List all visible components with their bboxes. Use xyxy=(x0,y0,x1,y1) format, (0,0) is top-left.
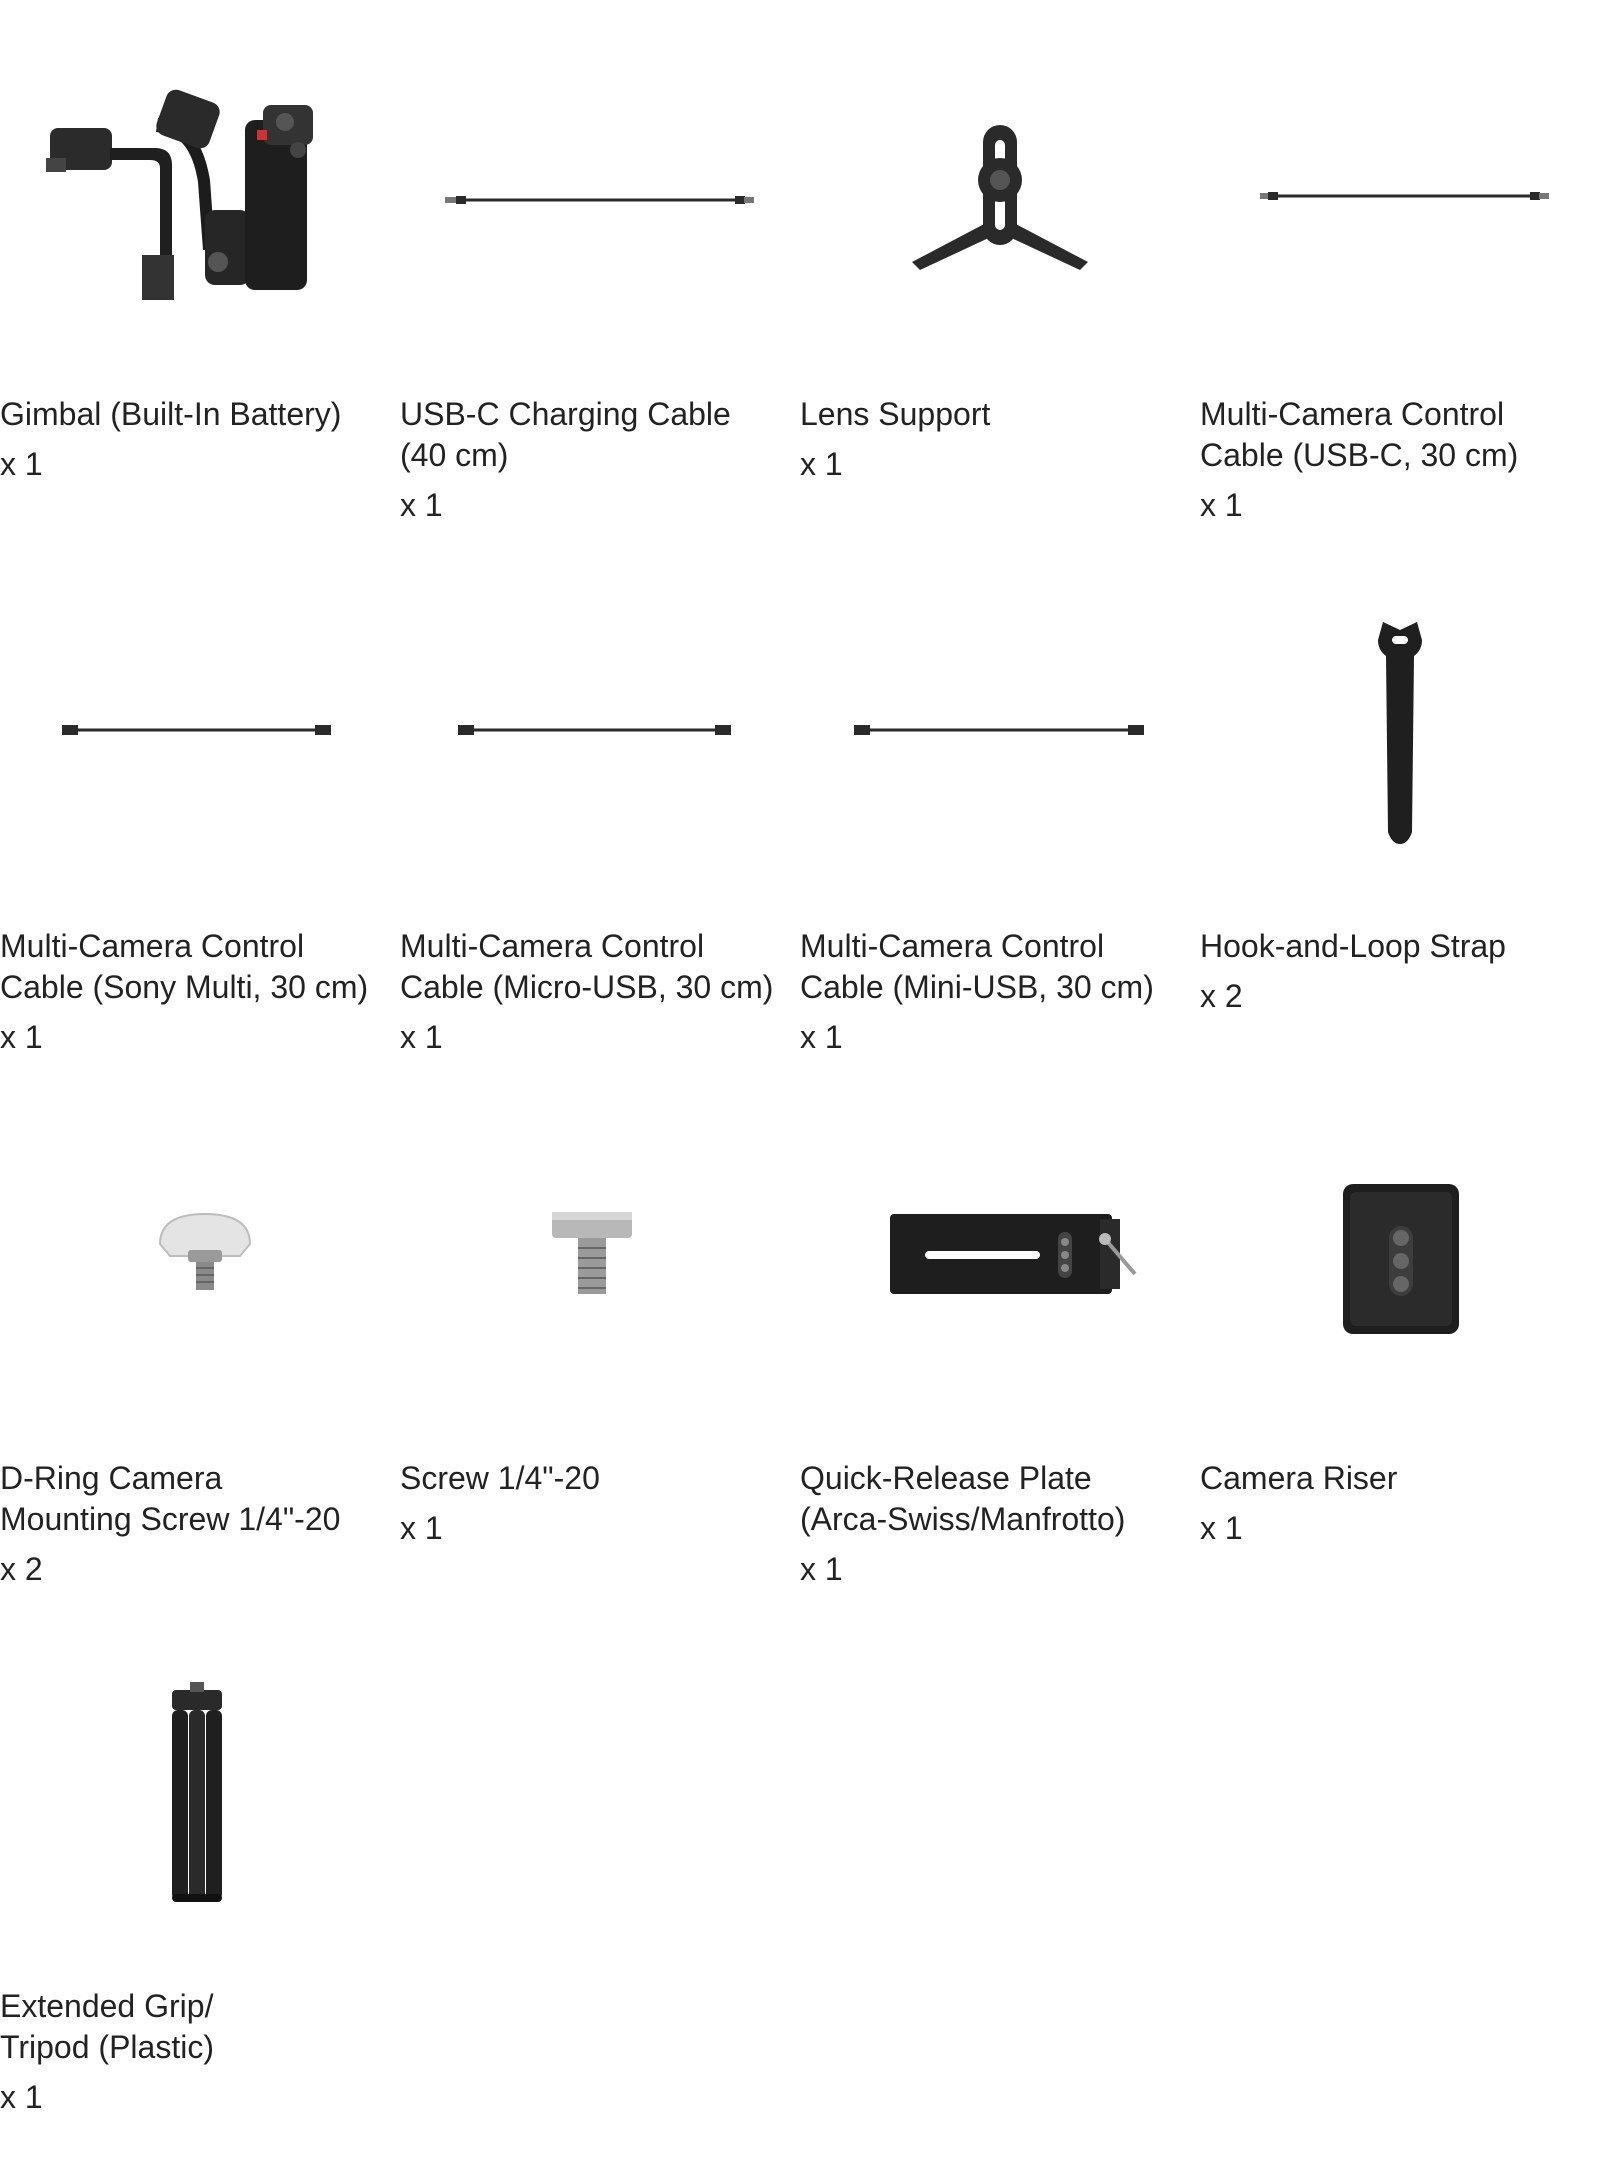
item-name: Camera Riser xyxy=(1200,1460,1398,1496)
item-name: Multi-Camera Control Cable (Mini-USB, 30 cm) xyxy=(800,928,1154,1005)
gimbal-icon xyxy=(0,0,400,340)
cable-icon xyxy=(400,532,800,872)
item-quantity: x 1 xyxy=(0,446,43,482)
item-name: Hook-and-Loop Strap xyxy=(1200,928,1506,964)
item-gimbal xyxy=(0,0,400,485)
d-ring-screw-icon xyxy=(0,1064,400,1404)
lens-support-icon xyxy=(800,0,1200,340)
item-name: Multi-Camera Control Cable (USB-C, 30 cm) xyxy=(1200,396,1519,473)
quick-release-plate-icon xyxy=(800,1064,1200,1404)
item-quantity: x 1 xyxy=(400,1510,443,1546)
item-quantity: x 1 xyxy=(1200,487,1243,523)
cable-icon xyxy=(1200,0,1600,340)
item-hook-and-loop-strap xyxy=(1200,532,1600,1017)
item-quantity: x 1 xyxy=(0,1019,43,1055)
tripod-icon xyxy=(0,1592,400,1932)
item-d-ring-screw xyxy=(0,1064,400,1590)
strap-icon xyxy=(1200,532,1600,872)
item-quick-release-plate xyxy=(800,1064,1200,1590)
item-name: Quick-Release Plate (Arca-Swiss/Manfrotto) xyxy=(800,1460,1126,1537)
item-quantity: x 1 xyxy=(800,1019,843,1055)
item-name: D-Ring Camera Mounting Screw 1/4"-20 xyxy=(0,1460,341,1537)
item-name: Multi-Camera Control Cable (Micro-USB, 30 cm) xyxy=(400,928,774,1005)
item-quantity: x 1 xyxy=(400,487,443,523)
item-quantity: x 1 xyxy=(800,1551,843,1587)
item-mini-usb-control-cable xyxy=(800,532,1200,1058)
item-lens-support xyxy=(800,0,1200,485)
item-name: Lens Support xyxy=(800,396,991,432)
item-extended-grip-tripod xyxy=(0,1592,400,2118)
item-name: USB-C Charging Cable (40 cm) xyxy=(400,396,731,473)
item-usb-c-control-cable xyxy=(1200,0,1600,526)
item-quantity: x 1 xyxy=(800,446,843,482)
item-quantity: x 1 xyxy=(1200,1510,1243,1546)
cable-icon xyxy=(400,0,800,340)
cable-icon xyxy=(800,532,1200,872)
item-screw xyxy=(400,1064,800,1549)
cable-icon xyxy=(0,532,400,872)
item-quantity: x 1 xyxy=(400,1019,443,1055)
camera-riser-icon xyxy=(1200,1064,1600,1404)
item-quantity: x 2 xyxy=(0,1551,43,1587)
item-quantity: x 1 xyxy=(0,2079,43,2115)
screw-icon xyxy=(400,1064,800,1404)
item-sony-multi-control-cable xyxy=(0,532,400,1058)
item-name: Screw 1/4"-20 xyxy=(400,1460,600,1496)
item-name: Multi-Camera Control Cable (Sony Multi, 30 cm) xyxy=(0,928,369,1005)
item-micro-usb-control-cable xyxy=(400,532,800,1058)
item-quantity: x 2 xyxy=(1200,978,1243,1014)
item-name: Gimbal (Built-In Battery) xyxy=(0,396,342,432)
item-name: Extended Grip/ Tripod (Plastic) xyxy=(0,1988,214,2065)
item-camera-riser xyxy=(1200,1064,1600,1549)
item-usb-c-charging-cable xyxy=(400,0,800,526)
